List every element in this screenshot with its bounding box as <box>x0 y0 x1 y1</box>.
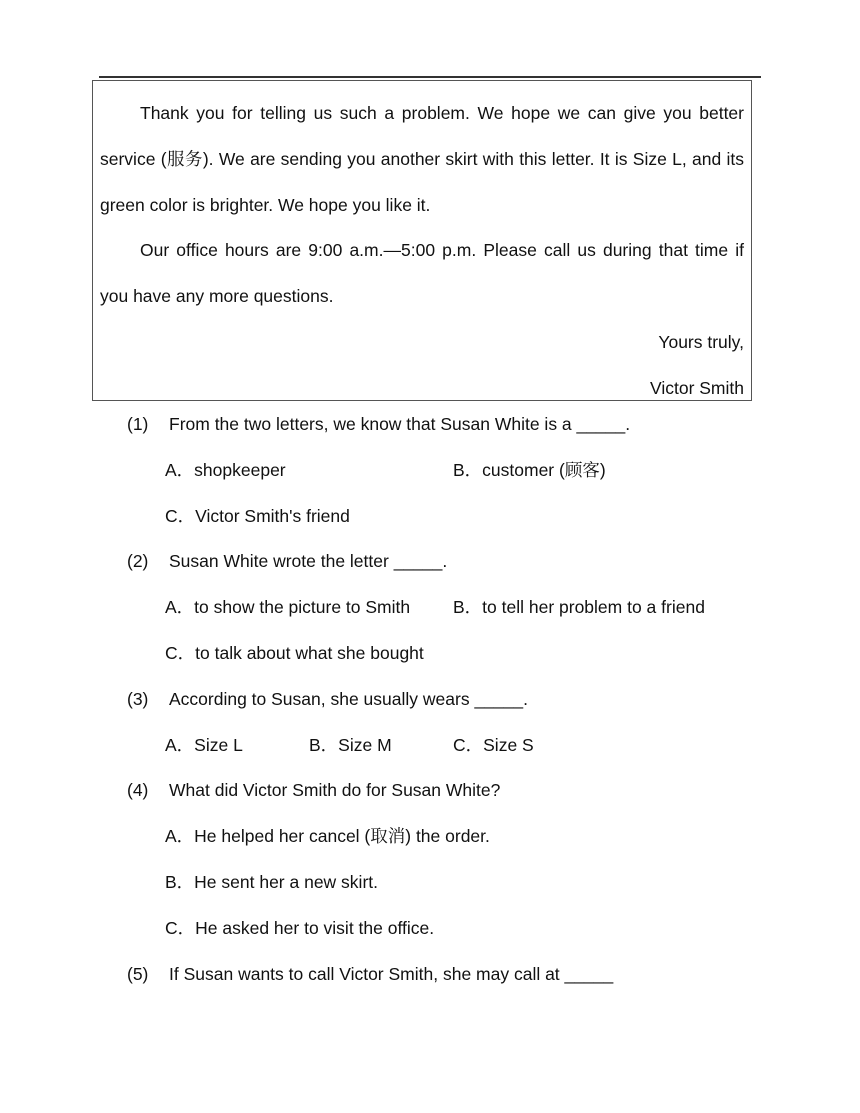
option-c: C．Size S <box>453 734 534 755</box>
letter-signature: Victor Smith <box>649 377 744 398</box>
options-row <box>127 585 767 631</box>
question-number: (5) <box>127 963 149 984</box>
options-row <box>127 631 767 677</box>
option-a: A．Size L <box>165 734 243 755</box>
option-a: A．He helped her cancel (取消) the order. <box>165 826 490 847</box>
letter-box <box>92 80 752 401</box>
question-text: If Susan wants to call Victor Smith, she may call at _____ <box>169 963 614 984</box>
option-c: C．He asked her to visit the office. <box>165 917 435 938</box>
option-b: B．customer (顾客) <box>453 459 606 480</box>
letter-paragraph-2: Our office hours are 9:00 a.m.—5:00 p.m. Please call us during that time if you have any more questions. <box>100 240 744 307</box>
top-rule <box>99 76 761 78</box>
options-row <box>127 494 767 540</box>
question-2 <box>127 539 767 585</box>
question-text: From the two letters, we know that Susan White is a _____. <box>169 414 631 434</box>
question-3 <box>127 677 767 723</box>
question-number: (4) <box>127 780 149 801</box>
question-text: According to Susan, she usually wears _____. <box>169 688 528 709</box>
question-1 <box>127 402 767 448</box>
options-row <box>127 723 767 769</box>
option-a: A．to show the picture to Smith <box>165 597 411 618</box>
question-number: (1) <box>127 414 149 434</box>
options-row <box>127 860 767 906</box>
question-number: (3) <box>127 688 149 709</box>
question-text: What did Victor Smith do for Susan White? <box>169 780 501 801</box>
question-text: Susan White wrote the letter _____. <box>169 551 448 572</box>
question-number: (2) <box>127 551 149 572</box>
letter-closing: Yours truly, <box>658 331 744 352</box>
question-list <box>127 402 767 997</box>
options-row <box>127 814 767 860</box>
options-row <box>127 448 767 494</box>
letter-paragraph-1: Thank you for telling us such a problem. We hope we can give you better service (服务). We are sending you another skirt with this letter. It is Size L, and its green color is brighter. We hope you like it. <box>100 103 744 215</box>
option-b: B．to tell her problem to a friend <box>453 597 705 618</box>
option-b: B．He sent her a new skirt. <box>165 871 378 892</box>
question-5 <box>127 952 767 998</box>
option-b: B．Size M <box>309 734 392 755</box>
option-c: C．to talk about what she bought <box>165 642 424 663</box>
option-c: C．Victor Smith's friend <box>165 505 350 526</box>
options-row <box>127 906 767 952</box>
question-4 <box>127 768 767 814</box>
option-a: A．shopkeeper <box>165 459 286 480</box>
